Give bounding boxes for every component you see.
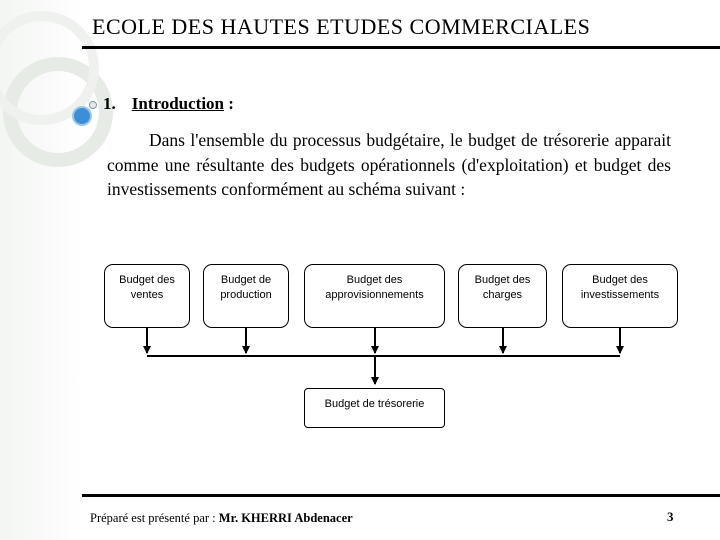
section-title: Introduction (131, 94, 225, 113)
box-budget-charges: Budget des charges (458, 264, 547, 328)
box-budget-tresorerie: Budget de trésorerie (304, 388, 445, 428)
box-budget-investissements: Budget des investissements (562, 264, 678, 328)
footer-prefix: Préparé est présenté par : (90, 511, 219, 525)
box-budget-ventes: Budget des ventes (104, 264, 190, 328)
section-colon: : (224, 94, 234, 113)
section-number: 1. (103, 94, 116, 113)
footer-credit (90, 511, 353, 526)
box-budget-production: Budget de production (203, 264, 289, 328)
page-number: 3 (667, 509, 674, 524)
intro-paragraph-text: Dans l'ensemble du processus budgétaire, le budget de trésorerie apparait comme une résultante des budgets opérationnels (d'exploitation) et budget des investissements conformément au schéma suivant : (107, 130, 671, 199)
footer-author: Mr. KHERRI Abdenacer (218, 511, 353, 525)
page-title: ECOLE DES HAUTES ETUDES COMMERCIALES (92, 14, 591, 39)
box-budget-approvisionnements: Budget des approvisionnements (304, 264, 445, 328)
footer-divider (82, 494, 720, 497)
